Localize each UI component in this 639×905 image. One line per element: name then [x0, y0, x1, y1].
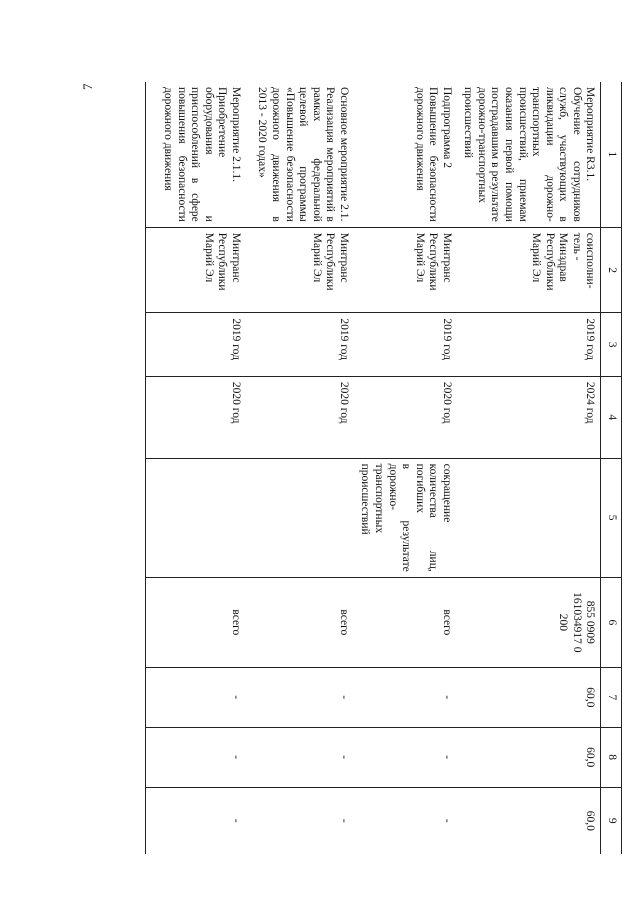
cell-result [246, 458, 354, 577]
cell-value-7: - [246, 667, 354, 727]
cell-budget-code: 855 0909 161034917 0 200 [457, 577, 601, 667]
cell-result [457, 458, 601, 577]
table-row [145, 82, 246, 854]
cell-end-year: 2020 год [246, 376, 354, 458]
cell-value-8: - [145, 727, 246, 787]
cell-executor: соисполни- тель - Минздрав Республики Марий Эл [457, 227, 601, 313]
cell-measure: Мероприятие R3.1. Обучение сотрудников служб, участвующих в ликвидации дорожно-транспортных происшествий, приемам оказания первой помощи пострадавшим в результате дорожно-транспортных происшествий [462, 87, 597, 222]
header-col-7: 7 [601, 667, 622, 727]
cell-value-7: 60,0 [457, 667, 601, 727]
cell-end-year: 2020 год [354, 376, 457, 458]
table-row [457, 82, 601, 854]
table-header-row [601, 82, 622, 854]
cell-value-9: 60,0 [457, 787, 601, 854]
header-col-4: 4 [601, 376, 622, 458]
cell-start-year: 2019 год [246, 313, 354, 377]
cell-result: сокращение количества лиц, погибших в результате дорожно-транспортных происшествий [354, 458, 457, 577]
header-col-6: 6 [601, 577, 622, 667]
header-col-8: 8 [601, 727, 622, 787]
cell-executor: Минтранс Республики Марий Эл [145, 227, 246, 313]
cell-measure: Основное мероприятие 2.1. Реализация мероприятий в рамках федеральной целевой программы «Повышение безопасности дорожного движения в 2013 - 2020 годах» [256, 87, 350, 222]
cell-budget-code: всего [246, 577, 354, 667]
cell-end-year: 2020 год [145, 376, 246, 458]
cell-start-year: 2019 год [457, 313, 601, 377]
rotated-table-wrapper [107, 82, 622, 854]
cell-value-7: - [354, 667, 457, 727]
page-number: 7 [80, 83, 95, 90]
cell-value-9: - [246, 787, 354, 854]
header-col-2: 2 [601, 227, 622, 313]
cell-start-year: 2019 год [354, 313, 457, 377]
cell-value-9: - [145, 787, 246, 854]
header-col-9: 9 [601, 787, 622, 854]
cell-result [145, 458, 246, 577]
cell-value-8: - [354, 727, 457, 787]
cell-value-9: - [354, 787, 457, 854]
cell-executor: Минтранс Республики Марий Эл [354, 227, 457, 313]
table-row [354, 82, 457, 854]
cell-measure: Подпрограмма 2 Повышение безопасности дорожного движения [413, 87, 453, 222]
cell-end-year: 2024 год [457, 376, 601, 458]
cell-executor: Минтранс Республики Марий Эл [246, 227, 354, 313]
cell-start-year: 2019 год [145, 313, 246, 377]
cell-budget-code: всего [354, 577, 457, 667]
cell-measure: Мероприятие 2.1.1. Приобретение оборудования и приспособлений в сфере повышения безопасности дорожного движения [162, 87, 242, 222]
table-row [246, 82, 354, 854]
header-col-1: 1 [606, 151, 618, 158]
program-table [145, 82, 622, 854]
cell-value-8: 60,0 [457, 727, 601, 787]
header-col-3: 3 [601, 313, 622, 377]
cell-value-7: - [145, 667, 246, 727]
header-col-5: 5 [601, 458, 622, 577]
cell-value-8: - [246, 727, 354, 787]
cell-budget-code: всего [145, 577, 246, 667]
